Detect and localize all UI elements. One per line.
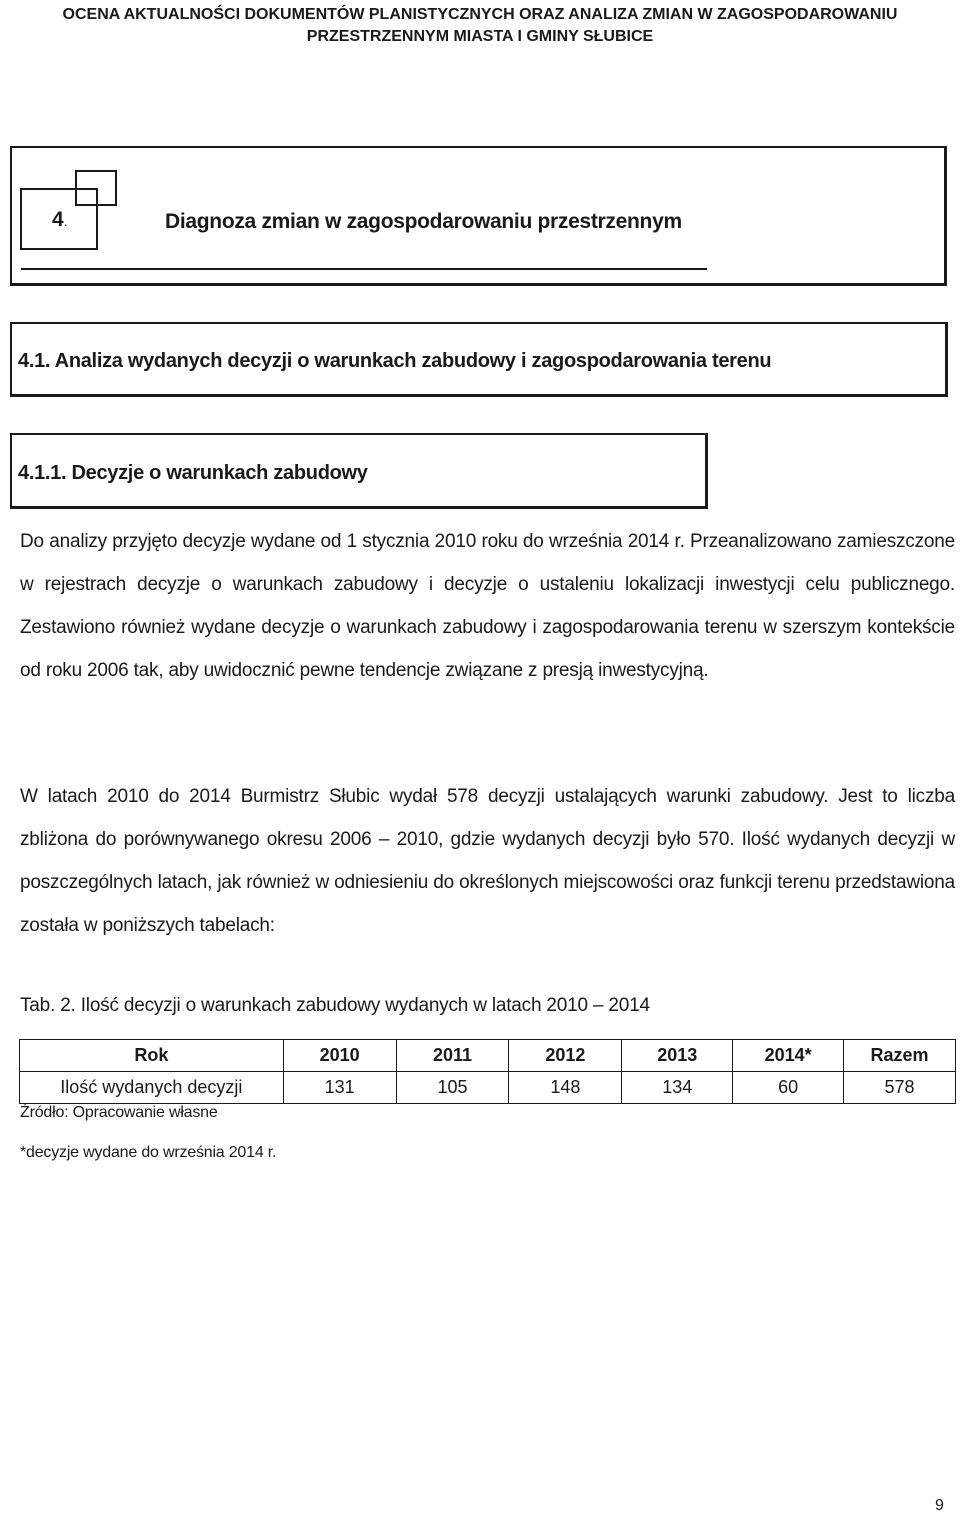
table-cell: 134 (622, 1072, 733, 1104)
header-cell: 2014* (733, 1040, 844, 1072)
chapter-divider (21, 268, 707, 270)
table-cell: 60 (733, 1072, 844, 1104)
table-row (20, 1072, 956, 1104)
header-cell: 2010 (283, 1040, 396, 1072)
table-caption: Tab. 2. Ilość decyzji o warunkach zabudowy wydanych w latach 2010 – 2014 (20, 995, 650, 1016)
document-header (0, 4, 960, 48)
table-cell: Ilość wydanych decyzji (20, 1072, 284, 1104)
header-cell: 2011 (396, 1040, 509, 1072)
body-paragraph-2: W latach 2010 do 2014 Burmistrz Słubic wydał 578 decyzji ustalających warunki zabudowy. Jest to liczba zbliżona do porównywanego okresu 2006 – 2010, gdzie wydanych decyzji było 570. Ilość wydanych decyzji w poszczególnych latach, jak również w odniesieniu do określonych miejscowości oraz funkcji terenu przedstawiona została w poniższych tabelach: (20, 786, 955, 936)
table-cell: 578 (844, 1072, 956, 1104)
table-header-row (20, 1040, 956, 1072)
table-source: Źródło: Opracowanie własne (20, 1104, 218, 1121)
header-line-2: PRZESTRZENNYM MIASTA I GMINY SŁUBICE (306, 28, 654, 45)
header-cell: 2012 (509, 1040, 622, 1072)
subsection-title: 4.1.1. Decyzje o warunkach zabudowy (18, 462, 368, 484)
header-cell: Rok (20, 1040, 284, 1072)
chapter-title: Diagnoza zmian w zagospodarowaniu przestrzennym (165, 210, 682, 233)
table-cell: 148 (509, 1072, 622, 1104)
header-cell: Razem (844, 1040, 956, 1072)
table-footnote: *decyzje wydane do września 2014 r. (20, 1144, 277, 1161)
chapter-number: 4. (52, 208, 68, 231)
table-cell: 131 (283, 1072, 396, 1104)
page-number: 9 (935, 1497, 944, 1514)
section-title: 4.1. Analiza wydanych decyzji o warunkach zabudowy i zagospodarowania terenu (18, 350, 772, 372)
header-cell: 2013 (622, 1040, 733, 1072)
body-paragraph-1: Do analizy przyjęto decyzje wydane od 1 stycznia 2010 roku do września 2014 r. Przeanalizowano zamieszczone w rejestrach decyzje o warunkach zabudowy i decyzje o ustaleniu lokalizacji inwestycji celu publicznego. Zestawiono również wydane decyzje o warunkach zabudowy i zagospodarowania terenu w szerszym kontekście od roku 2006 tak, aby uwidocznić pewne tendencje związane z presją inwestycyjną. (20, 531, 955, 681)
table-cell: 105 (396, 1072, 509, 1104)
decisions-table (19, 1039, 956, 1104)
header-line-1: OCENA AKTUALNOŚCI DOKUMENTÓW PLANISTYCZNYCH ORAZ ANALIZA ZMIAN W ZAGOSPODAROWANIU (62, 6, 898, 23)
